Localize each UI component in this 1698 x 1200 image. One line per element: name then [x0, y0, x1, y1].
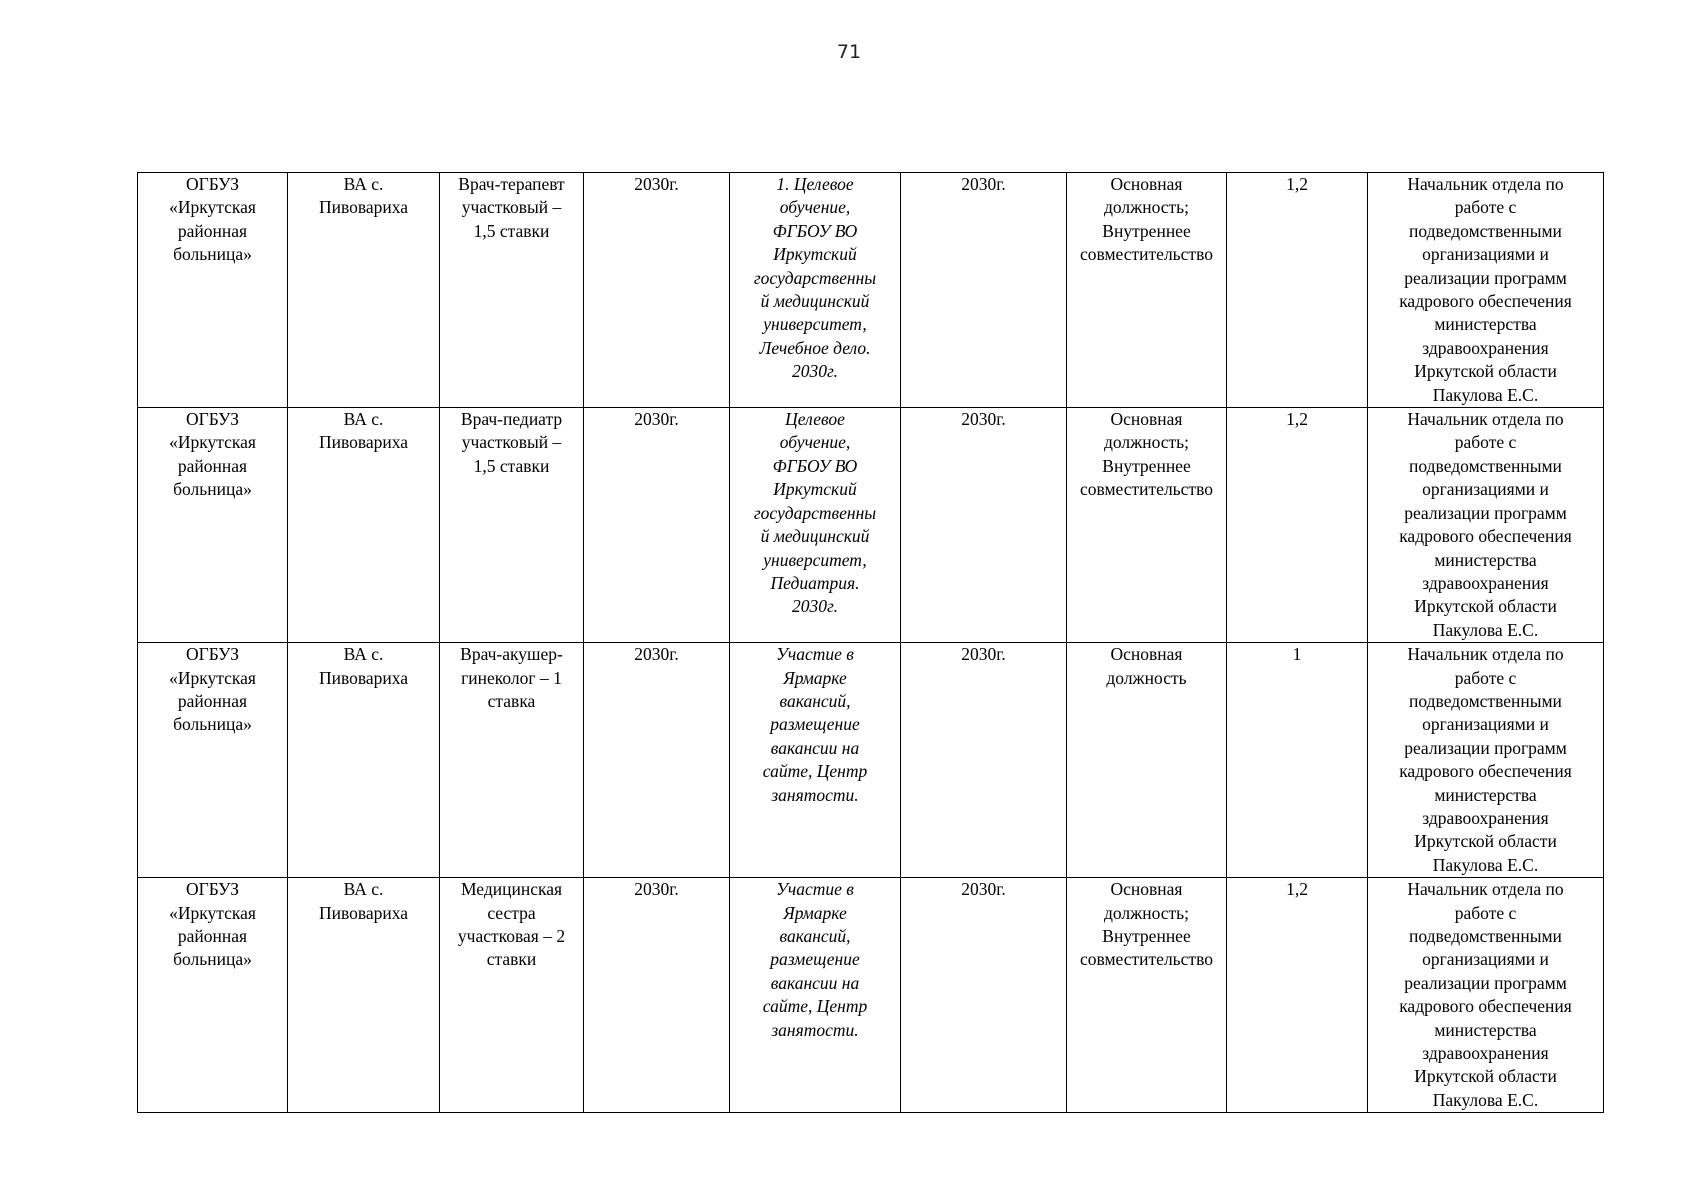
measure-cell: Целевое обучение, ФГБОУ ВО Иркутский государственны й медицинский университет, Педиатрия. 2030г. — [730, 408, 901, 643]
table-row — [138, 878, 1604, 1113]
employment-type-cell: Основная должность; Внутреннее совместительство — [1067, 173, 1227, 408]
employment-type-cell: Основная должность; Внутреннее совместительство — [1067, 878, 1227, 1113]
responsible-cell: Начальник отдела по работе с подведомственными организациями и реализации программ кадрового обеспечения министерства здравоохранения Иркутской области Пакулова Е.С. — [1368, 408, 1604, 643]
organization-cell: ОГБУЗ «Иркутская районная больница» — [138, 643, 288, 878]
rate-cell: 1,2 — [1227, 878, 1368, 1113]
rate-cell: 1 — [1227, 643, 1368, 878]
deadline-cell: 2030г. — [901, 173, 1067, 408]
year-cell: 2030г. — [584, 878, 730, 1113]
deadline-cell: 2030г. — [901, 408, 1067, 643]
deadline-cell: 2030г. — [901, 643, 1067, 878]
measure-cell: Участие в Ярмарке вакансий, размещение вакансии на сайте, Центр занятости. — [730, 643, 901, 878]
year-cell: 2030г. — [584, 408, 730, 643]
position-cell: Врач-терапевт участковый – 1,5 ставки — [440, 173, 584, 408]
position-cell: Врач-акушер- гинеколог – 1 ставка — [440, 643, 584, 878]
measure-cell: 1. Целевое обучение, ФГБОУ ВО Иркутский государственны й медицинский университет, Лечебное дело. 2030г. — [730, 173, 901, 408]
responsible-cell: Начальник отдела по работе с подведомственными организациями и реализации программ кадрового обеспечения министерства здравоохранения Иркутской области Пакулова Е.С. — [1368, 643, 1604, 878]
year-cell: 2030г. — [584, 643, 730, 878]
organization-cell: ОГБУЗ «Иркутская районная больница» — [138, 173, 288, 408]
position-cell: Врач-педиатр участковый – 1,5 ставки — [440, 408, 584, 643]
table-row — [138, 643, 1604, 878]
organization-cell: ОГБУЗ «Иркутская районная больница» — [138, 878, 288, 1113]
rate-cell: 1,2 — [1227, 408, 1368, 643]
unit-cell: ВА с. Пивовариха — [288, 878, 440, 1113]
rate-cell: 1,2 — [1227, 173, 1368, 408]
deadline-cell: 2030г. — [901, 878, 1067, 1113]
staffing-measures-table — [137, 172, 1604, 1113]
unit-cell: ВА с. Пивовариха — [288, 408, 440, 643]
table-row — [138, 173, 1604, 408]
unit-cell: ВА с. Пивовариха — [288, 643, 440, 878]
responsible-cell: Начальник отдела по работе с подведомственными организациями и реализации программ кадрового обеспечения министерства здравоохранения Иркутской области Пакулова Е.С. — [1368, 173, 1604, 408]
year-cell: 2030г. — [584, 173, 730, 408]
position-cell: Медицинская сестра участковая – 2 ставки — [440, 878, 584, 1113]
unit-cell: ВА с. Пивовариха — [288, 173, 440, 408]
table-row — [138, 408, 1604, 643]
employment-type-cell: Основная должность; Внутреннее совместительство — [1067, 408, 1227, 643]
responsible-cell: Начальник отдела по работе с подведомственными организациями и реализации программ кадрового обеспечения министерства здравоохранения Иркутской области Пакулова Е.С. — [1368, 878, 1604, 1113]
page-number: 71 — [836, 41, 862, 63]
organization-cell: ОГБУЗ «Иркутская районная больница» — [138, 408, 288, 643]
measure-cell: Участие в Ярмарке вакансий, размещение вакансии на сайте, Центр занятости. — [730, 878, 901, 1113]
employment-type-cell: Основная должность — [1067, 643, 1227, 878]
